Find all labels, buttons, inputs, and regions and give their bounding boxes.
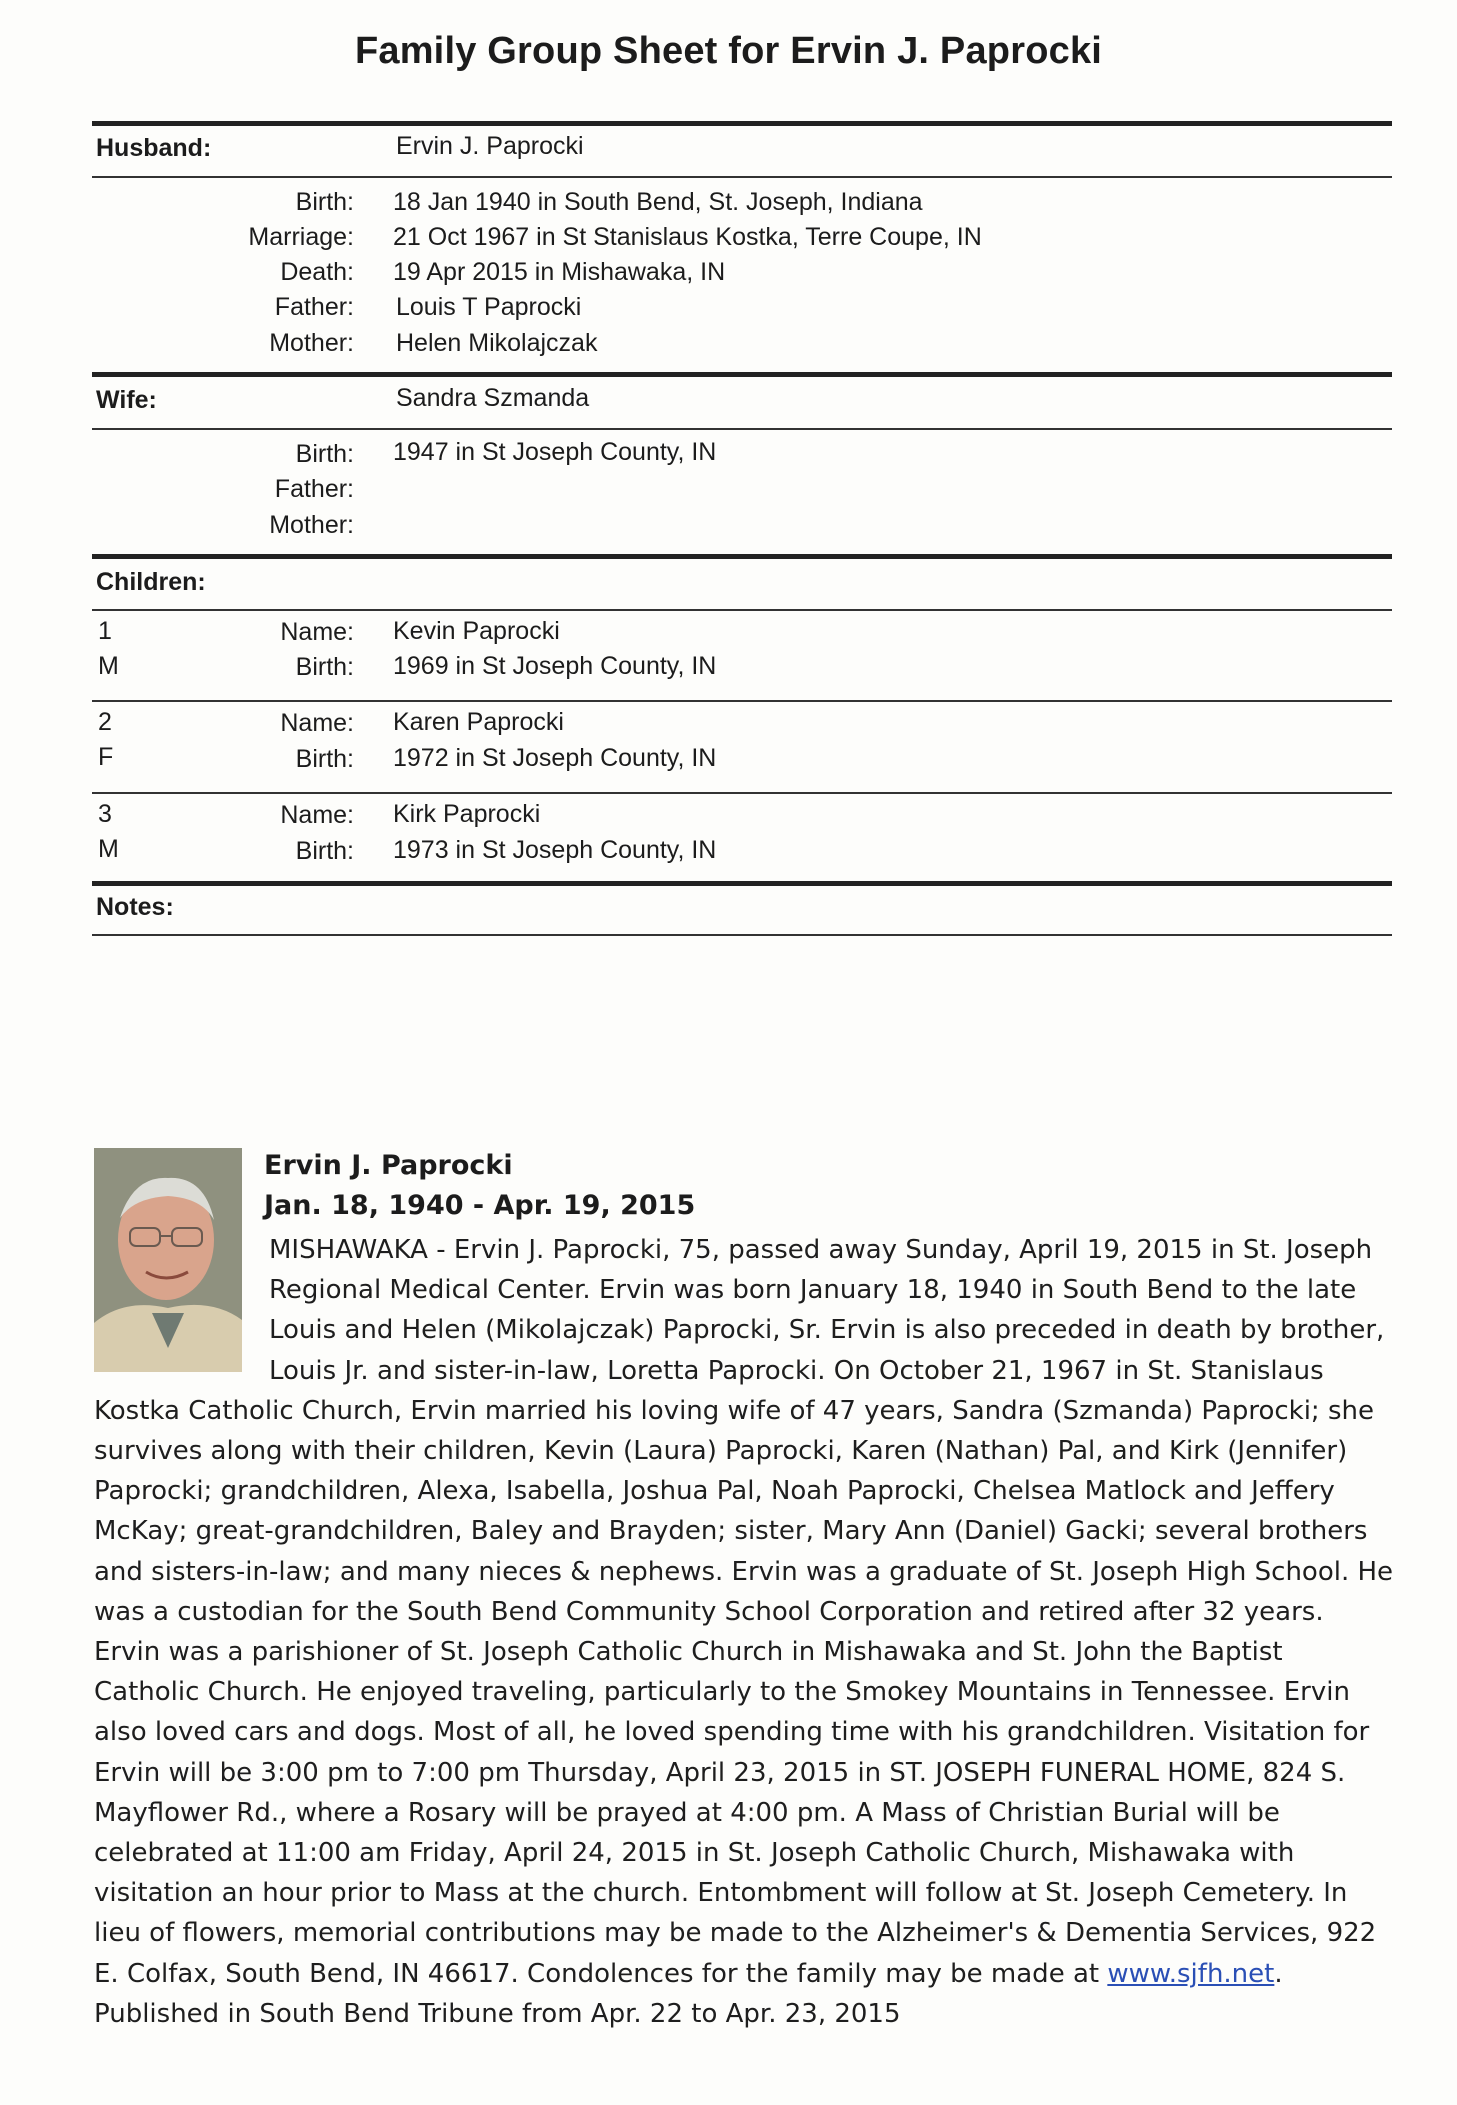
wife-label: Wife: [96,386,157,414]
child-number: 3 [98,800,112,828]
husband-father-label: Father: [274,293,354,321]
child-birth-label: Birth: [295,837,354,865]
wife-birth-label: Birth: [295,440,354,468]
row-divider [92,700,1392,702]
children-label: Children: [96,568,206,596]
row-divider [92,176,1392,178]
child-birth-label: Birth: [295,745,354,773]
child-name-label: Name: [280,618,354,646]
wife-name: Sandra Szmanda [396,384,590,412]
husband-marriage-value: 21 Oct 1967 in St Stanislaus Kostka, Terre Coupe, IN [393,223,982,251]
child-name-label: Name: [280,801,354,829]
child-name-label: Name: [280,709,354,737]
child-number: 1 [98,617,112,645]
row-divider [92,428,1392,430]
child-name: Karen Paprocki [393,708,564,736]
row-divider [92,934,1392,936]
husband-name: Ervin J. Paprocki [396,132,584,160]
obituary-name: Ervin J. Paprocki [264,1150,513,1181]
husband-birth-label: Birth: [295,188,354,216]
child-birth: 1972 in St Joseph County, IN [393,744,717,772]
section-divider [92,121,1392,126]
husband-label: Husband: [96,134,212,162]
notes-label: Notes: [96,893,174,921]
husband-mother-value: Helen Mikolajczak [396,329,598,357]
husband-father-value: Louis T Paprocki [396,293,582,321]
obituary-text [94,1230,1394,2034]
husband-marriage-label: Marriage: [248,223,354,251]
child-birth: 1969 in St Joseph County, IN [393,652,717,680]
husband-death-label: Death: [280,258,354,286]
section-divider [92,881,1392,886]
child-birth-label: Birth: [295,653,354,681]
row-divider [92,609,1392,611]
obituary-body: MISHAWAKA - Ervin J. Paprocki, 75, passed away Sunday, April 19, 2015 in St. Joseph Regional Medical Center. Ervin was born January 18, 1940 in South Bend to the late Louis and Helen (Mikolajczak) Paprocki, Sr. Ervin is also preceded in death by brother, Louis Jr. and sister-in-law, Loretta Paprocki. On October 21, 1967 in St. Stanislaus Kostka Catholic Church, Ervin married his loving wife of 47 years, Sandra (Szmanda) Paprocki; she survives along with their children, Kevin (Laura) Paprocki, Karen (Nathan) Pal, and Kirk (Jennifer) Paprocki; grandchildren, Alexa, Isabella, Joshua Pal, Noah Paprocki, Chelsea Matlock and Jeffery McKay; great-grandchildren, Baley and Brayden; sister, Mary Ann (Daniel) Gacki; several brothers and sisters-in-law; and many nieces & nephews. Ervin was a graduate of St. Joseph High School. He was a custodian for the South Bend Community School Corporation and retired after 32 years. Ervin was a parishioner of St. Joseph Catholic Church in Mishawaka and St. John the Baptist Catholic Church. He enjoyed traveling, particularly to the Smokey Mountains in Tennessee. Ervin also loved cars and dogs. Most of all, he loved spending time with his grandchildren. Visitation for Ervin will be 3:00 pm to 7:00 pm Thursday, April 23, 2015 in ST. JOSEPH FUNERAL HOME, 824 S. Mayflower Rd., where a Rosary will be prayed at 4:00 pm. A Mass of Christian Burial will be celebrated at 11:00 am Friday, April 24, 2015 in St. Joseph Catholic Church, Mishawaka with visitation an hour prior to Mass at the church. Entombment will follow at St. Joseph Cemetery. In lieu of flowers, memorial contributions may be made to the Alzheimer's & Dementia Services, 922 E. Colfax, South Bend, IN 46617. Condolences for the family may be made at [94,1235,1394,1989]
obituary-dates: Jan. 18, 1940 - Apr. 19, 2015 [264,1190,696,1221]
child-name: Kirk Paprocki [393,800,541,828]
section-divider [92,372,1392,377]
child-sex: M [98,652,119,680]
wife-birth-value: 1947 in St Joseph County, IN [393,438,717,466]
section-divider [92,554,1392,559]
row-divider [92,792,1392,794]
wife-mother-label: Mother: [269,511,354,539]
child-name: Kevin Paprocki [393,617,560,645]
funeral-home-link[interactable]: www.sjfh.net [1107,1958,1275,1989]
husband-mother-label: Mother: [269,329,354,357]
page-title: Family Group Sheet for Ervin J. Paprocki [354,30,1103,72]
husband-birth-value: 18 Jan 1940 in South Bend, St. Joseph, Indiana [393,188,923,216]
wife-father-label: Father: [274,475,354,503]
obituary-body-end: . Published in South Bend Tribune from Apr. 22 to Apr. 23, 2015 [94,1958,1283,2029]
child-birth: 1973 in St Joseph County, IN [393,836,717,864]
child-number: 2 [98,708,112,736]
photo-spacer [94,1230,269,1380]
child-sex: F [98,743,114,771]
child-sex: M [98,835,119,863]
husband-death-value: 19 Apr 2015 in Mishawaka, IN [393,258,726,286]
